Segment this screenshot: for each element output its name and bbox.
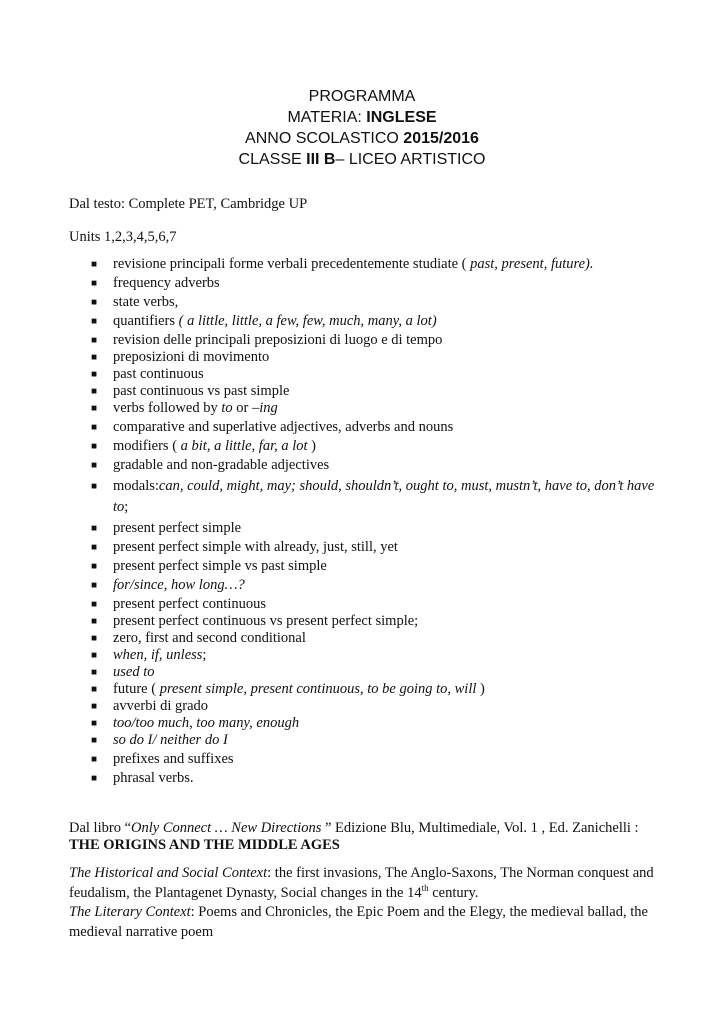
header-classe: CLASSE III B– LICEO ARTISTICO [238, 151, 486, 168]
bullet-icon: ■ [90, 335, 98, 346]
topic-item: ■ prefixes and suffixes [88, 751, 663, 768]
topic-item: ■ quantifiers ( a little, little, a few, few, much, many, a lot) [88, 313, 663, 330]
bullet-icon: ■ [90, 481, 98, 492]
bullet-icon: ■ [90, 599, 98, 610]
units-line: Units 1,2,3,4,5,6,7 [69, 229, 177, 245]
bullet-icon: ■ [90, 386, 98, 397]
bullet-icon: ■ [90, 441, 98, 452]
topic-item: ■ too/too much, too many, enough [88, 715, 663, 732]
topic-item: ■ verbs followed by to or –ing [88, 400, 663, 417]
topic-item: ■ past continuous [88, 366, 663, 383]
bullet-icon: ■ [90, 561, 98, 572]
historical-context-label: The Historical and Social Context [69, 865, 268, 881]
topic-item: ■ gradable and non-gradable adjectives [88, 457, 663, 474]
bullet-icon: ■ [90, 259, 98, 270]
topic-item: ■ present perfect continuous vs present perfect simple; [88, 613, 663, 630]
section-heading: THE ORIGINS AND THE MIDDLE AGES [69, 837, 340, 853]
topic-item: ■ present perfect simple vs past simple [88, 558, 663, 575]
bullet-icon: ■ [90, 542, 98, 553]
bullet-icon: ■ [90, 701, 98, 712]
topic-item: ■ frequency adverbs [88, 275, 663, 292]
bullet-icon: ■ [90, 369, 98, 380]
topic-item: ■ preposizioni di movimento [88, 349, 663, 366]
topic-item: ■ revisione principali forme verbali precedentemente studiate ( past, present, future). [88, 256, 663, 273]
bullet-icon: ■ [90, 352, 98, 363]
bullet-icon: ■ [90, 297, 98, 308]
topic-item: ■ revision delle principali preposizioni di luogo e di tempo [88, 332, 663, 349]
topic-item: ■ future ( present simple, present continuous, to be going to, will ) [88, 681, 663, 698]
bullet-icon: ■ [90, 580, 98, 591]
topic-item: ■ present perfect simple [88, 520, 663, 537]
topic-list [88, 256, 663, 787]
document-header [0, 86, 724, 170]
bullet-icon: ■ [90, 316, 98, 327]
literary-context-label: The Literary Context [69, 904, 191, 920]
bullet-icon: ■ [90, 278, 98, 289]
topic-item: ■ comparative and superlative adjectives, adverbs and nouns [88, 419, 663, 436]
bullet-icon: ■ [90, 616, 98, 627]
topic-item: ■ avverbi di grado [88, 698, 663, 715]
context-paragraph: The Historical and Social Context: the first invasions, The Anglo-Saxons, The Norman conquest and feudalism, the Plantagenet Dynasty, Social changes in the 14th century. The Literary Context: Poems and Chronicles, the Epic Poem and the Elegy, the medieval ballad, the medieval narrative poem [69, 865, 654, 940]
header-anno: ANNO SCOLASTICO 2015/2016 [245, 130, 479, 147]
topic-item: ■ for/since, how long…? [88, 577, 663, 594]
bullet-icon: ■ [90, 403, 98, 414]
topic-item: ■ modals:can, could, might, may; should, shouldn’t, ought to, must, mustn’t, have to, don’t have to; [88, 476, 663, 518]
topic-item: ■ present perfect simple with already, just, still, yet [88, 539, 663, 556]
topic-item: ■ past continuous vs past simple [88, 383, 663, 400]
topic-item: ■ used to [88, 664, 663, 681]
bullet-icon: ■ [90, 773, 98, 784]
topic-item: ■ zero, first and second conditional [88, 630, 663, 647]
bullet-icon: ■ [90, 718, 98, 729]
bullet-icon: ■ [90, 650, 98, 661]
bullet-icon: ■ [90, 735, 98, 746]
topic-item: ■ modifiers ( a bit, a little, far, a lot ) [88, 438, 663, 455]
header-programma: PROGRAMMA [308, 88, 416, 105]
bullet-icon: ■ [90, 754, 98, 765]
header-materia: MATERIA: INGLESE [287, 109, 437, 126]
bullet-icon: ■ [90, 523, 98, 534]
bullet-icon: ■ [90, 633, 98, 644]
topic-item: ■ phrasal verbs. [88, 770, 663, 787]
bullet-icon: ■ [90, 667, 98, 678]
topic-item: ■ so do I/ neither do I [88, 732, 663, 749]
topic-item: ■ state verbs, [88, 294, 663, 311]
topic-item: ■ present perfect continuous [88, 596, 663, 613]
bullet-icon: ■ [90, 684, 98, 695]
bullet-icon: ■ [90, 460, 98, 471]
book-reference: Dal libro “Only Connect … New Directions ” Edizione Blu, Multimediale, Vol. 1 , Ed. Zanichelli : THE ORIGINS AND THE MIDDLE AGES [69, 820, 639, 853]
bullet-icon: ■ [90, 422, 98, 433]
textbook-line: Dal testo: Complete PET, Cambridge UP [69, 196, 308, 212]
topic-item: ■ when, if, unless; [88, 647, 663, 664]
